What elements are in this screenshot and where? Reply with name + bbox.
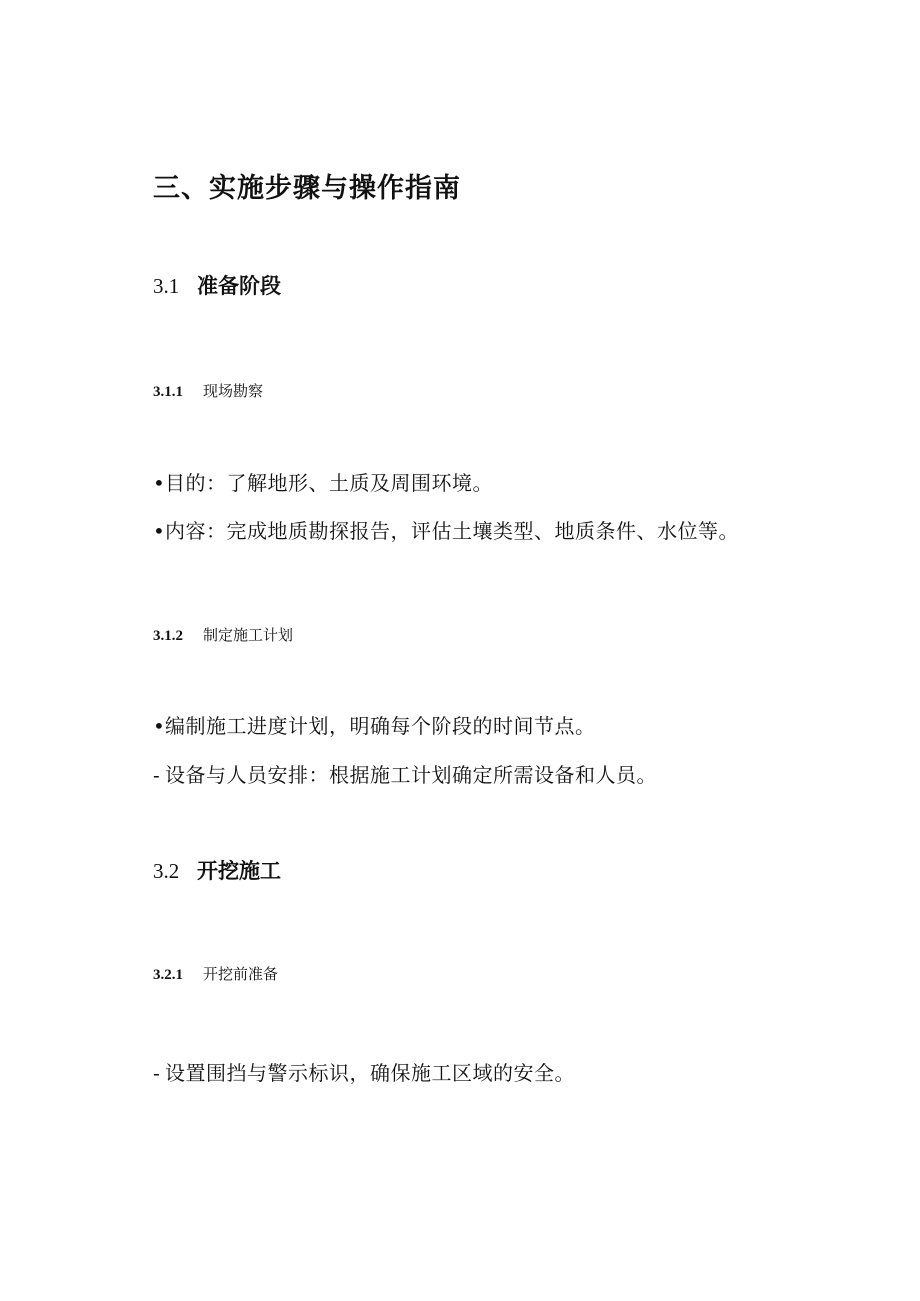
dash-marker: - xyxy=(153,1061,161,1085)
list-item xyxy=(153,1057,575,1086)
heading-3-2-1 xyxy=(153,963,278,984)
heading-3-2 xyxy=(153,855,281,885)
dash-marker: - xyxy=(153,763,161,787)
heading-3-1-2 xyxy=(153,624,293,645)
bullet-marker: • xyxy=(153,519,166,543)
list-item-text: 内容：完成地质勘探报告，评估土壤类型、地质条件、水位等。 xyxy=(165,519,739,543)
list-item-text: 目的：了解地形、土质及周围环境。 xyxy=(165,471,493,495)
section-title: 三、实施步骤与操作指南 xyxy=(153,173,461,204)
list-item xyxy=(153,467,493,496)
heading-title: 准备阶段 xyxy=(197,274,281,298)
heading-title: 现场勘察 xyxy=(203,382,264,400)
heading-title: 制定施工计划 xyxy=(203,626,294,644)
list-item-text: 编制施工进度计划，明确每个阶段的时间节点。 xyxy=(165,714,596,738)
bullet-marker: • xyxy=(153,471,166,495)
list-item-text: 设备与人员安排：根据施工计划确定所需设备和人员。 xyxy=(165,763,657,787)
list-item xyxy=(153,759,657,788)
bullet-marker: • xyxy=(153,714,166,738)
list-item xyxy=(153,710,596,739)
list-item-text: 设置围挡与警示标识，确保施工区域的安全。 xyxy=(165,1061,575,1085)
heading-number: 3.1 xyxy=(153,274,180,298)
heading-number: 3.2.1 xyxy=(153,967,183,983)
heading-number: 3.1.2 xyxy=(153,628,183,644)
heading-3-1-1 xyxy=(153,380,263,401)
heading-number: 3.2 xyxy=(153,859,180,883)
list-item xyxy=(153,515,739,544)
heading-3-1 xyxy=(153,270,281,300)
heading-title: 开挖施工 xyxy=(197,859,281,883)
heading-number: 3.1.1 xyxy=(153,384,183,400)
heading-title: 开挖前准备 xyxy=(203,965,279,983)
